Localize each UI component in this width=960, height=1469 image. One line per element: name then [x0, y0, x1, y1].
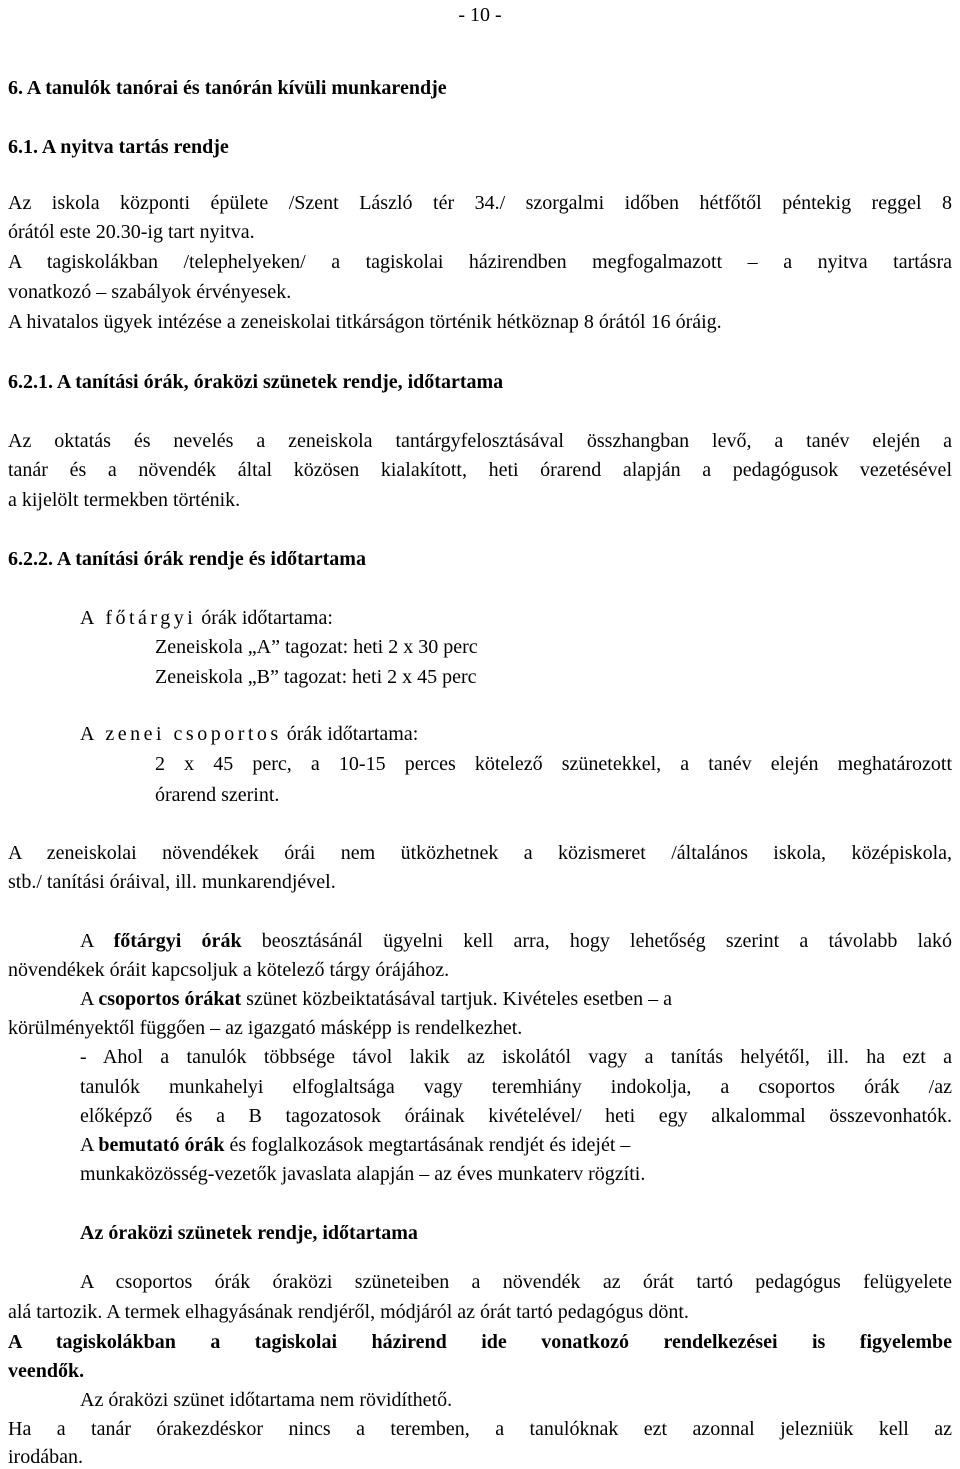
group-lesson-label: A zenei csoportos órák időtartama:	[80, 723, 419, 745]
csoportos-line-1: A csoportos órákat szünet közbeiktatásával tartjuk. Kivételes esetben – a	[80, 988, 673, 1010]
fotargy-bold: főtárgyi órák	[113, 930, 242, 952]
tagiskola-bold-line-2: veendők.	[8, 1360, 85, 1382]
bemutato-line-2: munkaközösség-vezetők javaslata alapján – az éves munkaterv rögzíti.	[80, 1163, 646, 1185]
breaks-line-1: A csoportos órák óraközi szüneteiben a növendék az órát tartó pedagógus felügyelete	[80, 1271, 952, 1293]
fotargy-line-1: A főtárgyi órák beosztásánál ügyelni kell arra, hogy lehetőség szerint a távolabb lakó	[80, 930, 952, 952]
conflict-line-2: stb./ tanítási óráival, ill. munkarendjével.	[8, 871, 336, 893]
teaching-line-1: Az oktatás és nevelés a zeneiskola tantárgyfelosztásával összhangban levő, a tanév elején a	[8, 430, 952, 452]
ahol-line-2: tanulók munkahelyi elfoglaltsága vagy teremhiány indokolja, a csoportos órák /az	[80, 1076, 952, 1098]
fotargy-line-2: növendékek óráit kapcsoljuk a kötelező tárgy órájához.	[8, 959, 450, 981]
bemutato-bold: bemutató órák	[98, 1134, 225, 1156]
opening-line-3: A tagiskolákban /telephelyeken/ a tagiskolai házirendben megfogalmazott – a nyitva tartásra	[8, 251, 952, 273]
opening-line-1: Az iskola központi épülete /Szent László tér 34./ szorgalmi időben hétfőtől péntekig reggel 8	[8, 192, 952, 214]
absent-line-1: Ha a tanár órakezdéskor nincs a teremben, a tanulóknak ezt azonnal jelezniük kell az	[8, 1418, 952, 1440]
group-lesson-line-1: 2 x 45 perc, a 10-15 perces kötelező szünetekkel, a tanév elején meghatározott	[155, 753, 952, 775]
conflict-line-1: A zeneiskolai növendékek órái nem ütközhetnek a közismeret /általános iskola, középiskola,	[8, 842, 952, 864]
csoportos-line-2: körülményektől függően – az igazgató másképp is rendelkezhet.	[8, 1017, 523, 1039]
tagiskola-bold-line-1: A tagiskolákban a tagiskolai házirend ide vonatkozó rendelkezései is figyelembe	[8, 1331, 952, 1353]
opening-line-5: A hivatalos ügyek intézése a zeneiskolai titkárságon történik hétköznap 8 órától 16 óráig.	[8, 311, 722, 333]
bemutato-line-1: A bemutató órák és foglalkozások megtartásának rendjét és idejét –	[80, 1134, 631, 1156]
ahol-line-3: előképző és a B tagozatosok óráinak kivételével/ heti egy alkalommal összevonhatók.	[80, 1105, 952, 1127]
csoportos-bold: csoportos órákat	[98, 988, 242, 1010]
group-lesson-line-2: órarend szerint.	[155, 784, 280, 806]
main-subject-b-tagozat: Zeneiskola „B” tagozat: heti 2 x 45 perc	[155, 666, 477, 688]
main-subject-a-tagozat: Zeneiskola „A” tagozat: heti 2 x 30 perc	[155, 636, 478, 658]
opening-line-4: vonatkozó – szabályok érvényesek.	[8, 281, 292, 303]
main-subject-label: A főtárgyi órák időtartama:	[80, 607, 333, 629]
no-shorten-line: Az óraközi szünet időtartama nem rövidíthető.	[80, 1389, 453, 1411]
section-heading-6: 6. A tanulók tanórai és tanórán kívüli munkarendje	[8, 77, 447, 99]
page-number: - 10 -	[458, 4, 502, 26]
opening-line-2: órától este 20.30-ig tart nyitva.	[8, 221, 255, 243]
section-heading-6-2-1: 6.2.1. A tanítási órák, óraközi szünetek rendje, időtartama	[8, 371, 504, 393]
teaching-line-2: tanár és a növendék által közösen kialakított, heti órarend alapján a pedagógusok vezetésével	[8, 459, 952, 481]
breaks-line-2: alá tartozik. A termek elhagyásának rendjéről, módjáról az órát tartó pedagógus dönt.	[8, 1301, 689, 1323]
ahol-line-1: - Ahol a tanulók többsége távol lakik az iskolától vagy a tanítás helyétől, ill. ha ezt a	[80, 1046, 952, 1068]
break-heading: Az óraközi szünetek rendje, időtartama	[80, 1222, 418, 1244]
section-heading-6-2-2: 6.2.2. A tanítási órák rendje és időtartama	[8, 548, 366, 570]
teaching-line-3: a kijelölt termekben történik.	[8, 489, 241, 511]
absent-line-2: irodában.	[8, 1446, 83, 1468]
section-heading-6-1: 6.1. A nyitva tartás rendje	[8, 136, 229, 158]
